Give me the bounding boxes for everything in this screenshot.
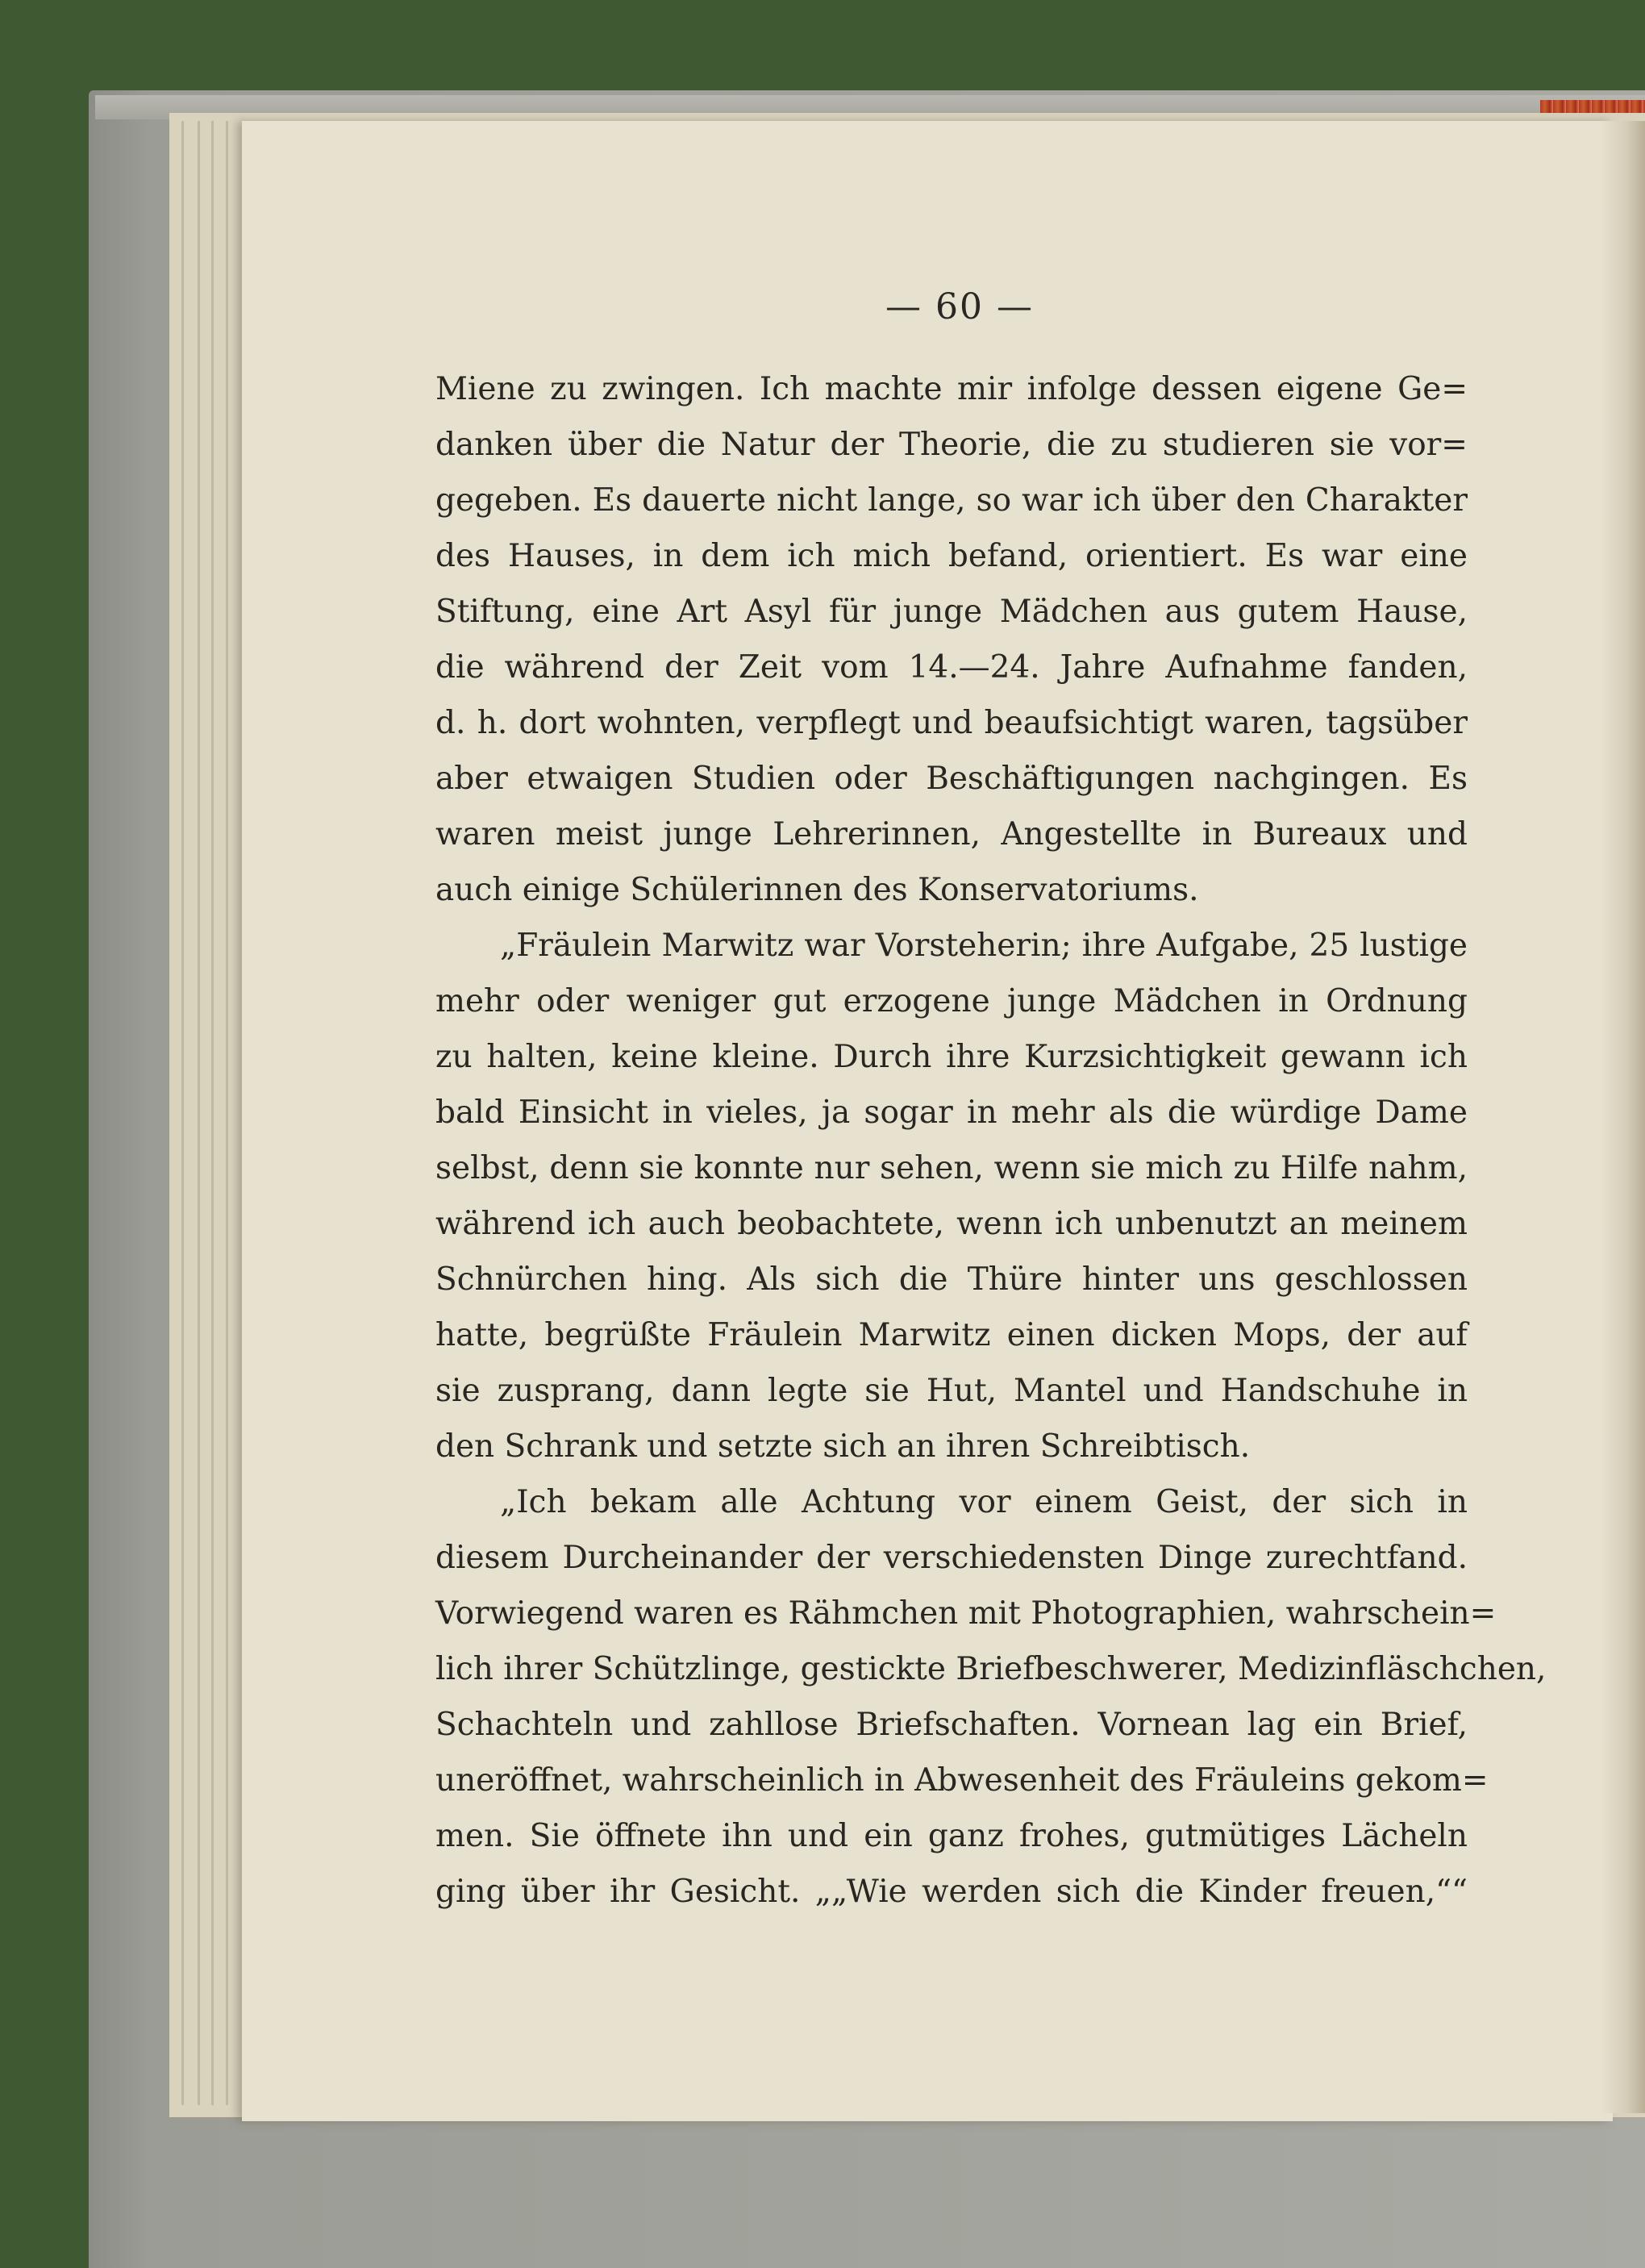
text-line: danken über die Natur der Theorie, die zu studieren sie vor= (435, 427, 1468, 463)
text-line: „Ich bekam alle Achtung vor einem Geist, der sich in (500, 1484, 1468, 1520)
page-stack-edge (211, 121, 214, 2105)
page-gutter (1601, 121, 1645, 2113)
page-stack-edge (226, 121, 228, 2105)
page-stack-edge (198, 121, 200, 2105)
text-line: zu halten, keine kleine. Durch ihre Kurzsichtigkeit gewann ich (435, 1039, 1468, 1075)
text-line: uneröffnet, wahrscheinlich in Abwesenheit des Fräuleins gekom= (435, 1762, 1489, 1799)
text-line: ging über ihr Gesicht. „„Wie werden sich die Kinder freuen,““ (435, 1874, 1468, 1910)
text-line: Schnürchen hing. Als sich die Thüre hinter uns geschlossen (435, 1261, 1468, 1298)
text-line: waren meist junge Lehrerinnen, Angestellte in Bureaux und (435, 816, 1468, 853)
page-number: — 60 — (885, 286, 1034, 327)
text-line: mehr oder weniger gut erzogene junge Mädchen in Ordnung (435, 983, 1468, 1019)
text-line: auch einige Schülerinnen des Konservatoriums. (435, 872, 1199, 908)
text-line: men. Sie öffnete ihn und ein ganz frohes, gutmütiges Lächeln (435, 1818, 1468, 1854)
text-line: bald Einsicht in vieles, ja sogar in mehr als die würdige Dame (435, 1094, 1468, 1131)
text-line: Schachteln und zahllose Briefschaften. Vornean lag ein Brief, (435, 1707, 1468, 1743)
text-line: während ich auch beobachtete, wenn ich unbenutzt an meinem (435, 1206, 1468, 1242)
text-line: des Hauses, in dem ich mich befand, orientiert. Es war eine (435, 538, 1468, 574)
page-stack-edge (181, 121, 184, 2105)
text-line: „Fräulein Marwitz war Vorsteherin; ihre Aufgabe, 25 lustige (500, 928, 1468, 964)
text-line: hatte, begrüßte Fräulein Marwitz einen dicken Mops, der auf (435, 1317, 1468, 1353)
text-line: den Schrank und setzte sich an ihren Schreibtisch. (435, 1428, 1251, 1465)
text-line: gegeben. Es dauerte nicht lange, so war ich über den Charakter (435, 482, 1468, 519)
body-text (435, 361, 1547, 1920)
text-line: die während der Zeit vom 14.—24. Jahre Aufnahme fanden, (435, 649, 1468, 686)
text-line: d. h. dort wohnten, verpflegt und beaufsichtigt waren, tagsüber (435, 705, 1468, 741)
text-line: sie zusprang, dann legte sie Hut, Mantel und Handschuhe in (435, 1373, 1468, 1409)
text-line: aber etwaigen Studien oder Beschäftigungen nachgingen. Es (435, 761, 1468, 797)
text-line: Miene zu zwingen. Ich machte mir infolge dessen eigene Ge= (435, 371, 1468, 407)
text-line: Vorwiegend waren es Rähmchen mit Photographien, wahrschein= (435, 1595, 1497, 1632)
text-line: selbst, denn sie konnte nur sehen, wenn sie mich zu Hilfe nahm, (435, 1150, 1468, 1186)
text-line: Stiftung, eine Art Asyl für junge Mädchen aus gutem Hause, (435, 594, 1468, 630)
text-line: diesem Durcheinander der verschiedensten Dinge zurechtfand. (435, 1540, 1468, 1576)
text-line: lich ihrer Schützlinge, gestickte Briefbeschwerer, Medizinfläschchen, (435, 1651, 1547, 1687)
